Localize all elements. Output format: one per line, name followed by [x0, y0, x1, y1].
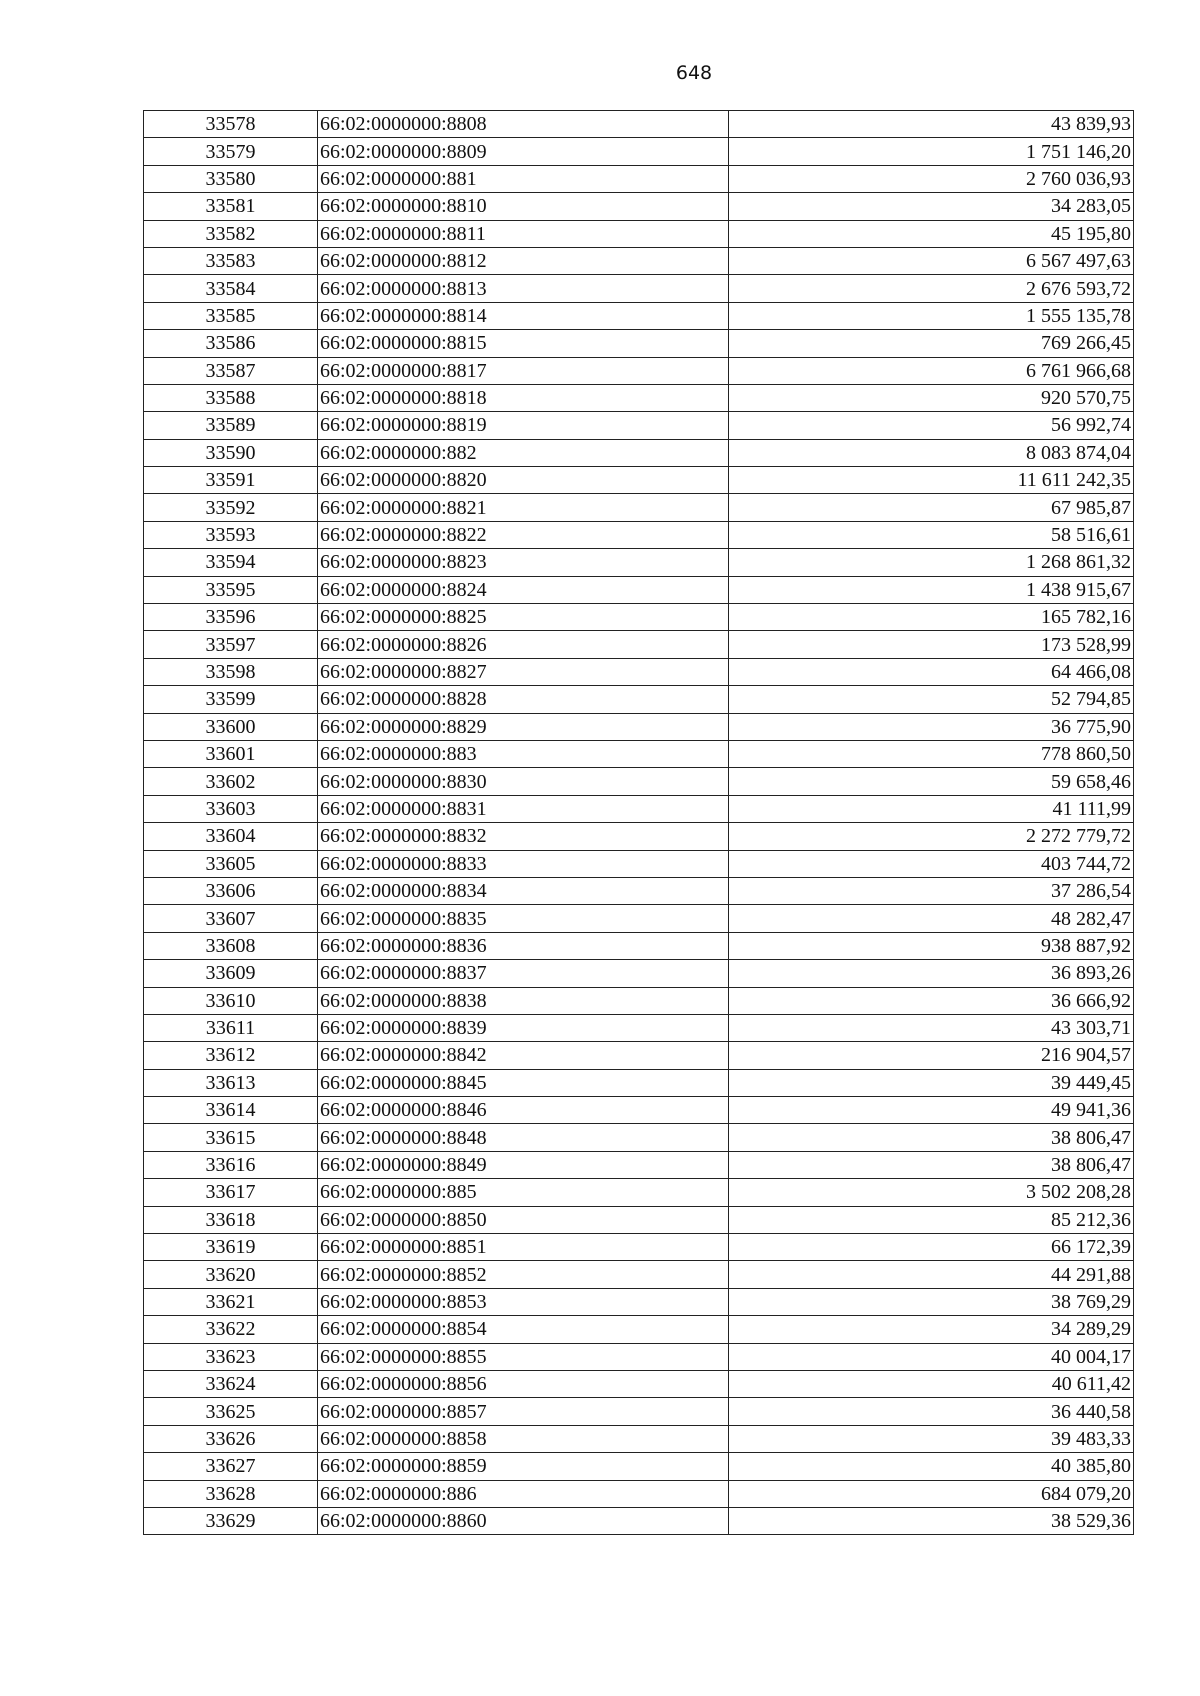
table-row: [144, 521, 1134, 548]
value-cell: 39 449,45: [729, 1069, 1134, 1096]
cadastral-number-cell: 66:02:0000000:8834: [318, 877, 729, 904]
row-number-cell: 33579: [144, 138, 318, 165]
page-number: 648: [675, 62, 713, 84]
table-row: [144, 1124, 1134, 1151]
cadastral-number-cell: 66:02:0000000:8821: [318, 494, 729, 521]
table-row: [144, 275, 1134, 302]
value-cell: 56 992,74: [729, 412, 1134, 439]
value-cell: 38 806,47: [729, 1124, 1134, 1151]
table-row: [144, 877, 1134, 904]
table-row: [144, 439, 1134, 466]
value-cell: 34 289,29: [729, 1316, 1134, 1343]
cadastral-number-cell: 66:02:0000000:883: [318, 740, 729, 767]
value-cell: 37 286,54: [729, 877, 1134, 904]
cadastral-number-cell: 66:02:0000000:8839: [318, 1014, 729, 1041]
table-row: [144, 330, 1134, 357]
value-cell: 3 502 208,28: [729, 1179, 1134, 1206]
cadastral-number-cell: 66:02:0000000:8809: [318, 138, 729, 165]
table-row: [144, 1151, 1134, 1178]
table-row: [144, 384, 1134, 411]
table-row: [144, 576, 1134, 603]
table-row: [144, 1507, 1134, 1534]
value-cell: 778 860,50: [729, 740, 1134, 767]
row-number-cell: 33605: [144, 850, 318, 877]
value-cell: 1 555 135,78: [729, 302, 1134, 329]
row-number-cell: 33598: [144, 658, 318, 685]
value-cell: 36 893,26: [729, 960, 1134, 987]
cadastral-number-cell: 66:02:0000000:8823: [318, 549, 729, 576]
value-cell: 67 985,87: [729, 494, 1134, 521]
row-number-cell: 33612: [144, 1042, 318, 1069]
cadastral-number-cell: 66:02:0000000:8845: [318, 1069, 729, 1096]
row-number-cell: 33589: [144, 412, 318, 439]
cadastral-number-cell: 66:02:0000000:8851: [318, 1234, 729, 1261]
row-number-cell: 33628: [144, 1480, 318, 1507]
value-cell: 66 172,39: [729, 1234, 1134, 1261]
value-cell: 40 385,80: [729, 1453, 1134, 1480]
row-number-cell: 33610: [144, 987, 318, 1014]
row-number-cell: 33600: [144, 713, 318, 740]
value-cell: 58 516,61: [729, 521, 1134, 548]
table-row: [144, 823, 1134, 850]
row-number-cell: 33586: [144, 330, 318, 357]
row-number-cell: 33618: [144, 1206, 318, 1233]
row-number-cell: 33595: [144, 576, 318, 603]
cadastral-number-cell: 66:02:0000000:8825: [318, 604, 729, 631]
cadastral-number-cell: 66:02:0000000:8846: [318, 1097, 729, 1124]
value-cell: 769 266,45: [729, 330, 1134, 357]
row-number-cell: 33578: [144, 111, 318, 138]
value-cell: 1 438 915,67: [729, 576, 1134, 603]
value-cell: 43 303,71: [729, 1014, 1134, 1041]
cadastral-number-cell: 66:02:0000000:8818: [318, 384, 729, 411]
value-cell: 59 658,46: [729, 768, 1134, 795]
cadastral-number-cell: 66:02:0000000:8828: [318, 686, 729, 713]
table-row: [144, 1042, 1134, 1069]
value-cell: 85 212,36: [729, 1206, 1134, 1233]
cadastral-number-cell: 66:02:0000000:8815: [318, 330, 729, 357]
row-number-cell: 33607: [144, 905, 318, 932]
cadastral-number-cell: 66:02:0000000:8835: [318, 905, 729, 932]
table-row: [144, 1370, 1134, 1397]
row-number-cell: 33601: [144, 740, 318, 767]
row-number-cell: 33585: [144, 302, 318, 329]
cadastral-number-cell: 66:02:0000000:8817: [318, 357, 729, 384]
table-row: [144, 467, 1134, 494]
value-cell: 173 528,99: [729, 631, 1134, 658]
row-number-cell: 33583: [144, 247, 318, 274]
row-number-cell: 33591: [144, 467, 318, 494]
table-row: [144, 193, 1134, 220]
cadastral-number-cell: 66:02:0000000:8832: [318, 823, 729, 850]
cadastral-number-cell: 66:02:0000000:8812: [318, 247, 729, 274]
row-number-cell: 33621: [144, 1288, 318, 1315]
row-number-cell: 33624: [144, 1370, 318, 1397]
table-row: [144, 138, 1134, 165]
cadastral-number-cell: 66:02:0000000:8813: [318, 275, 729, 302]
value-cell: 34 283,05: [729, 193, 1134, 220]
value-cell: 52 794,85: [729, 686, 1134, 713]
value-cell: 6 761 966,68: [729, 357, 1134, 384]
table-row: [144, 1069, 1134, 1096]
table-row: [144, 604, 1134, 631]
row-number-cell: 33603: [144, 795, 318, 822]
table-row: [144, 220, 1134, 247]
cadastral-number-cell: 66:02:0000000:8819: [318, 412, 729, 439]
table-row: [144, 631, 1134, 658]
cadastral-number-cell: 66:02:0000000:8853: [318, 1288, 729, 1315]
cadastral-number-cell: 66:02:0000000:8859: [318, 1453, 729, 1480]
row-number-cell: 33622: [144, 1316, 318, 1343]
row-number-cell: 33593: [144, 521, 318, 548]
row-number-cell: 33596: [144, 604, 318, 631]
table-row: [144, 1480, 1134, 1507]
value-cell: 684 079,20: [729, 1480, 1134, 1507]
table-row: [144, 494, 1134, 521]
cadastral-number-cell: 66:02:0000000:8852: [318, 1261, 729, 1288]
value-cell: 2 760 036,93: [729, 165, 1134, 192]
table-row: [144, 768, 1134, 795]
value-cell: 45 195,80: [729, 220, 1134, 247]
table-row: [144, 960, 1134, 987]
row-number-cell: 33616: [144, 1151, 318, 1178]
value-cell: 40 611,42: [729, 1370, 1134, 1397]
cadastral-number-cell: 66:02:0000000:8814: [318, 302, 729, 329]
value-cell: 920 570,75: [729, 384, 1134, 411]
value-cell: 38 529,36: [729, 1507, 1134, 1534]
row-number-cell: 33584: [144, 275, 318, 302]
table-row: [144, 1097, 1134, 1124]
table-row: [144, 1014, 1134, 1041]
cadastral-number-cell: 66:02:0000000:8858: [318, 1425, 729, 1452]
row-number-cell: 33592: [144, 494, 318, 521]
row-number-cell: 33617: [144, 1179, 318, 1206]
table-row: [144, 1288, 1134, 1315]
table-row: [144, 905, 1134, 932]
table-row: [144, 247, 1134, 274]
table-row: [144, 658, 1134, 685]
table-row: [144, 412, 1134, 439]
value-cell: 1 268 861,32: [729, 549, 1134, 576]
table-row: [144, 111, 1134, 138]
value-cell: 40 004,17: [729, 1343, 1134, 1370]
table-row: [144, 1261, 1134, 1288]
value-cell: 11 611 242,35: [729, 467, 1134, 494]
ledger-table: [143, 110, 1134, 1535]
value-cell: 6 567 497,63: [729, 247, 1134, 274]
ledger-body: [144, 111, 1134, 1535]
cadastral-number-cell: 66:02:0000000:8811: [318, 220, 729, 247]
row-number-cell: 33604: [144, 823, 318, 850]
value-cell: 36 775,90: [729, 713, 1134, 740]
table-row: [144, 165, 1134, 192]
cadastral-number-cell: 66:02:0000000:8850: [318, 1206, 729, 1233]
row-number-cell: 33615: [144, 1124, 318, 1151]
row-number-cell: 33582: [144, 220, 318, 247]
cadastral-number-cell: 66:02:0000000:8848: [318, 1124, 729, 1151]
row-number-cell: 33587: [144, 357, 318, 384]
table-row: [144, 1316, 1134, 1343]
cadastral-number-cell: 66:02:0000000:8838: [318, 987, 729, 1014]
table-row: [144, 1206, 1134, 1233]
value-cell: 8 083 874,04: [729, 439, 1134, 466]
table-row: [144, 1453, 1134, 1480]
cadastral-number-cell: 66:02:0000000:8842: [318, 1042, 729, 1069]
cadastral-number-cell: 66:02:0000000:8826: [318, 631, 729, 658]
table-row: [144, 302, 1134, 329]
value-cell: 2 272 779,72: [729, 823, 1134, 850]
table-row: [144, 686, 1134, 713]
value-cell: 49 941,36: [729, 1097, 1134, 1124]
row-number-cell: 33629: [144, 1507, 318, 1534]
value-cell: 43 839,93: [729, 111, 1134, 138]
cadastral-number-cell: 66:02:0000000:8810: [318, 193, 729, 220]
table-row: [144, 1343, 1134, 1370]
cadastral-number-cell: 66:02:0000000:8830: [318, 768, 729, 795]
table-row: [144, 932, 1134, 959]
table-row: [144, 1179, 1134, 1206]
value-cell: 38 806,47: [729, 1151, 1134, 1178]
cadastral-number-cell: 66:02:0000000:8829: [318, 713, 729, 740]
value-cell: 938 887,92: [729, 932, 1134, 959]
value-cell: 216 904,57: [729, 1042, 1134, 1069]
table-row: [144, 740, 1134, 767]
cadastral-number-cell: 66:02:0000000:886: [318, 1480, 729, 1507]
row-number-cell: 33580: [144, 165, 318, 192]
table-row: [144, 713, 1134, 740]
cadastral-number-cell: 66:02:0000000:8849: [318, 1151, 729, 1178]
row-number-cell: 33611: [144, 1014, 318, 1041]
value-cell: 48 282,47: [729, 905, 1134, 932]
cadastral-number-cell: 66:02:0000000:8855: [318, 1343, 729, 1370]
table-row: [144, 850, 1134, 877]
row-number-cell: 33609: [144, 960, 318, 987]
cadastral-number-cell: 66:02:0000000:8837: [318, 960, 729, 987]
row-number-cell: 33623: [144, 1343, 318, 1370]
cadastral-number-cell: 66:02:0000000:8808: [318, 111, 729, 138]
row-number-cell: 33627: [144, 1453, 318, 1480]
cadastral-number-cell: 66:02:0000000:8824: [318, 576, 729, 603]
table-row: [144, 1425, 1134, 1452]
value-cell: 1 751 146,20: [729, 138, 1134, 165]
cadastral-number-cell: 66:02:0000000:8857: [318, 1398, 729, 1425]
value-cell: 36 666,92: [729, 987, 1134, 1014]
cadastral-number-cell: 66:02:0000000:882: [318, 439, 729, 466]
cadastral-number-cell: 66:02:0000000:8856: [318, 1370, 729, 1397]
table-row: [144, 987, 1134, 1014]
row-number-cell: 33606: [144, 877, 318, 904]
cadastral-number-cell: 66:02:0000000:8833: [318, 850, 729, 877]
row-number-cell: 33613: [144, 1069, 318, 1096]
value-cell: 64 466,08: [729, 658, 1134, 685]
cadastral-number-cell: 66:02:0000000:8854: [318, 1316, 729, 1343]
value-cell: 38 769,29: [729, 1288, 1134, 1315]
cadastral-number-cell: 66:02:0000000:8836: [318, 932, 729, 959]
row-number-cell: 33614: [144, 1097, 318, 1124]
cadastral-number-cell: 66:02:0000000:885: [318, 1179, 729, 1206]
row-number-cell: 33620: [144, 1261, 318, 1288]
row-number-cell: 33626: [144, 1425, 318, 1452]
row-number-cell: 33588: [144, 384, 318, 411]
row-number-cell: 33581: [144, 193, 318, 220]
value-cell: 165 782,16: [729, 604, 1134, 631]
table-row: [144, 1398, 1134, 1425]
cadastral-number-cell: 66:02:0000000:8822: [318, 521, 729, 548]
value-cell: 39 483,33: [729, 1425, 1134, 1452]
value-cell: 403 744,72: [729, 850, 1134, 877]
cadastral-number-cell: 66:02:0000000:881: [318, 165, 729, 192]
row-number-cell: 33599: [144, 686, 318, 713]
row-number-cell: 33608: [144, 932, 318, 959]
value-cell: 36 440,58: [729, 1398, 1134, 1425]
row-number-cell: 33619: [144, 1234, 318, 1261]
value-cell: 44 291,88: [729, 1261, 1134, 1288]
table-row: [144, 1234, 1134, 1261]
cadastral-number-cell: 66:02:0000000:8827: [318, 658, 729, 685]
row-number-cell: 33590: [144, 439, 318, 466]
table-row: [144, 549, 1134, 576]
row-number-cell: 33602: [144, 768, 318, 795]
cadastral-number-cell: 66:02:0000000:8860: [318, 1507, 729, 1534]
table-row: [144, 357, 1134, 384]
value-cell: 2 676 593,72: [729, 275, 1134, 302]
cadastral-number-cell: 66:02:0000000:8820: [318, 467, 729, 494]
cadastral-number-cell: 66:02:0000000:8831: [318, 795, 729, 822]
row-number-cell: 33625: [144, 1398, 318, 1425]
row-number-cell: 33597: [144, 631, 318, 658]
value-cell: 41 111,99: [729, 795, 1134, 822]
row-number-cell: 33594: [144, 549, 318, 576]
table-row: [144, 795, 1134, 822]
